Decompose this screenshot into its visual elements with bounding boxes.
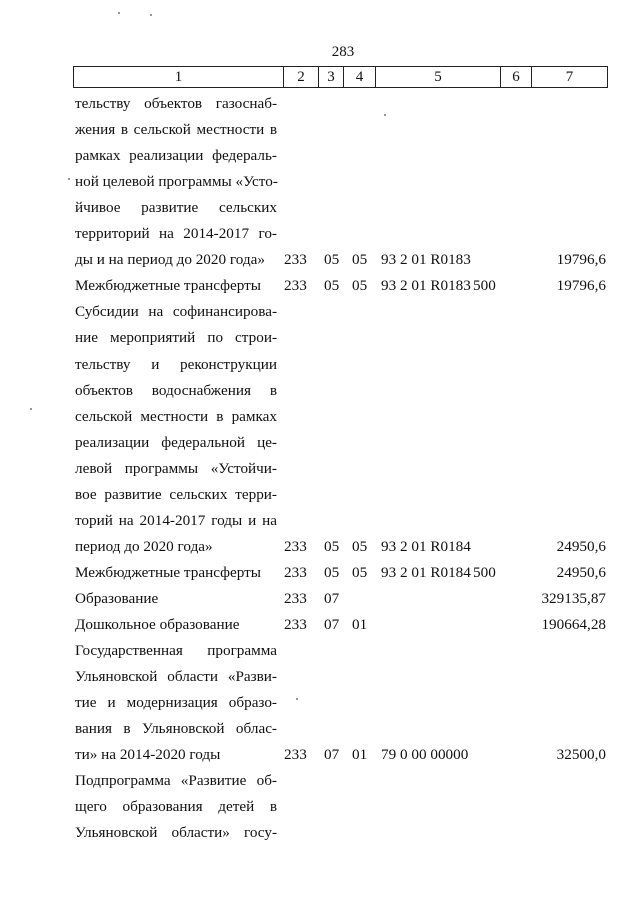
header-col-7: 7 bbox=[565, 69, 574, 85]
row-code-section: 05 bbox=[324, 251, 340, 269]
table-row bbox=[0, 638, 640, 664]
table-row bbox=[0, 169, 640, 195]
row-code-subsection: 05 bbox=[352, 251, 368, 269]
scan-speck bbox=[30, 408, 32, 410]
row-description: левой программы «Устойчи- bbox=[75, 459, 277, 477]
row-code-target: 93 2 01 R0184 bbox=[381, 537, 471, 555]
row-code-ministry: 233 bbox=[284, 277, 307, 295]
table-row bbox=[0, 91, 640, 117]
table-row bbox=[0, 195, 640, 221]
row-description: щего образования детей в bbox=[75, 798, 277, 816]
row-code-subsection: 01 bbox=[352, 616, 368, 633]
table-row bbox=[0, 143, 640, 169]
table-row bbox=[0, 742, 640, 768]
row-description: жения в сельской местности в bbox=[75, 121, 277, 139]
row-description: Межбюджетные трансферты bbox=[75, 563, 261, 581]
row-description: объектов водоснабжения в bbox=[75, 381, 277, 399]
row-description: Дошкольное образование bbox=[75, 616, 240, 633]
row-amount: 19796,6 bbox=[556, 251, 606, 269]
table-row bbox=[0, 768, 640, 794]
row-code-ministry: 233 bbox=[284, 589, 307, 607]
row-description: реализации федеральной це- bbox=[75, 433, 277, 451]
row-amount: 190664,28 bbox=[541, 616, 606, 633]
row-code-target: 93 2 01 R0184 bbox=[381, 563, 471, 581]
row-amount: 329135,87 bbox=[541, 589, 606, 607]
row-description: ной целевой программы «Усто- bbox=[75, 173, 278, 191]
row-description: вое развитие сельских терри- bbox=[75, 485, 277, 503]
row-code-section: 07 bbox=[324, 589, 340, 607]
row-code-target: 93 2 01 R0183 bbox=[381, 277, 471, 295]
table-row bbox=[0, 586, 640, 612]
row-description: Ульяновской области» госу- bbox=[75, 824, 277, 842]
table-row bbox=[0, 247, 640, 273]
row-amount: 24950,6 bbox=[556, 537, 606, 555]
table-row bbox=[0, 560, 640, 586]
scan-speck bbox=[118, 12, 120, 14]
row-description: вания в Ульяновской облас- bbox=[75, 720, 277, 738]
header-col-1: 1 bbox=[74, 67, 284, 87]
row-description: Межбюджетные трансферты bbox=[75, 277, 261, 295]
row-description: рамках реализации федераль- bbox=[75, 147, 277, 165]
table-row bbox=[0, 221, 640, 247]
row-description: тие и модернизация образо- bbox=[75, 694, 277, 712]
header-col-5: 5 bbox=[376, 67, 501, 87]
table-row bbox=[0, 404, 640, 430]
table-row bbox=[0, 820, 640, 846]
row-code-target: 79 0 00 00000 bbox=[381, 746, 469, 764]
row-code-section: 07 bbox=[324, 746, 340, 764]
table-row bbox=[0, 299, 640, 325]
row-code-subsection: 05 bbox=[352, 537, 368, 555]
row-description: тельству объектов газоснаб- bbox=[75, 95, 277, 112]
table-row bbox=[0, 378, 640, 404]
header-col-3: 3 bbox=[319, 67, 344, 87]
row-description: ды и на период до 2020 года» bbox=[75, 251, 265, 269]
row-description: ти» на 2014-2020 годы bbox=[75, 746, 221, 764]
table-row bbox=[0, 716, 640, 742]
table-row bbox=[0, 117, 640, 143]
row-description: сельской местности в рамках bbox=[75, 407, 277, 425]
row-description: Государственная программа bbox=[75, 642, 277, 660]
row-code-ministry: 233 bbox=[284, 563, 307, 581]
scan-speck bbox=[68, 178, 70, 180]
row-code-subsection: 01 bbox=[352, 746, 368, 764]
table-row bbox=[0, 690, 640, 716]
table-header bbox=[73, 66, 608, 88]
table-row bbox=[0, 273, 640, 299]
row-code-subsection: 05 bbox=[352, 563, 368, 581]
row-code-subsection: 05 bbox=[352, 277, 368, 295]
row-code-expense-type: 500 bbox=[473, 277, 496, 295]
header-col-2: 2 bbox=[284, 67, 319, 87]
row-amount: 24950,6 bbox=[556, 563, 606, 581]
table-row bbox=[0, 534, 640, 560]
row-description: торий на 2014-2017 годы и на bbox=[75, 511, 277, 529]
row-description: Ульяновской области «Разви- bbox=[75, 668, 277, 686]
row-code-ministry: 233 bbox=[284, 251, 307, 269]
row-description: Субсидии на софинансирова- bbox=[75, 303, 277, 321]
table-row bbox=[0, 325, 640, 351]
row-code-section: 05 bbox=[324, 563, 340, 581]
table-row bbox=[0, 508, 640, 534]
scan-speck bbox=[150, 14, 152, 16]
row-description: период до 2020 года» bbox=[75, 537, 213, 555]
header-col-6: 6 bbox=[501, 67, 532, 87]
row-code-section: 05 bbox=[324, 537, 340, 555]
scan-speck bbox=[296, 698, 298, 700]
row-description: Образование bbox=[75, 589, 159, 607]
scan-speck bbox=[384, 114, 386, 116]
row-description: йчивое развитие сельских bbox=[75, 199, 277, 217]
table-row bbox=[0, 430, 640, 456]
row-amount: 32500,0 bbox=[556, 746, 606, 764]
row-description: Подпрограмма «Развитие об- bbox=[75, 772, 277, 790]
table-row bbox=[0, 352, 640, 378]
row-description: территорий на 2014-2017 го- bbox=[75, 225, 277, 243]
row-code-section: 07 bbox=[324, 616, 340, 633]
row-code-ministry: 233 bbox=[284, 537, 307, 555]
row-code-ministry: 233 bbox=[284, 746, 307, 764]
table-row bbox=[0, 456, 640, 482]
row-code-section: 05 bbox=[324, 277, 340, 295]
table-row bbox=[0, 664, 640, 690]
page-number: 283 bbox=[331, 44, 355, 60]
row-code-ministry: 233 bbox=[284, 616, 307, 633]
row-description: тельству и реконструкции bbox=[75, 355, 277, 373]
table-row bbox=[0, 612, 640, 638]
row-amount: 19796,6 bbox=[556, 277, 606, 295]
row-code-expense-type: 500 bbox=[473, 563, 496, 581]
header-col-4: 4 bbox=[344, 67, 376, 87]
table-row bbox=[0, 482, 640, 508]
row-description: ние мероприятий по строи- bbox=[75, 329, 277, 347]
row-code-target: 93 2 01 R0183 bbox=[381, 251, 471, 269]
table-row bbox=[0, 794, 640, 820]
